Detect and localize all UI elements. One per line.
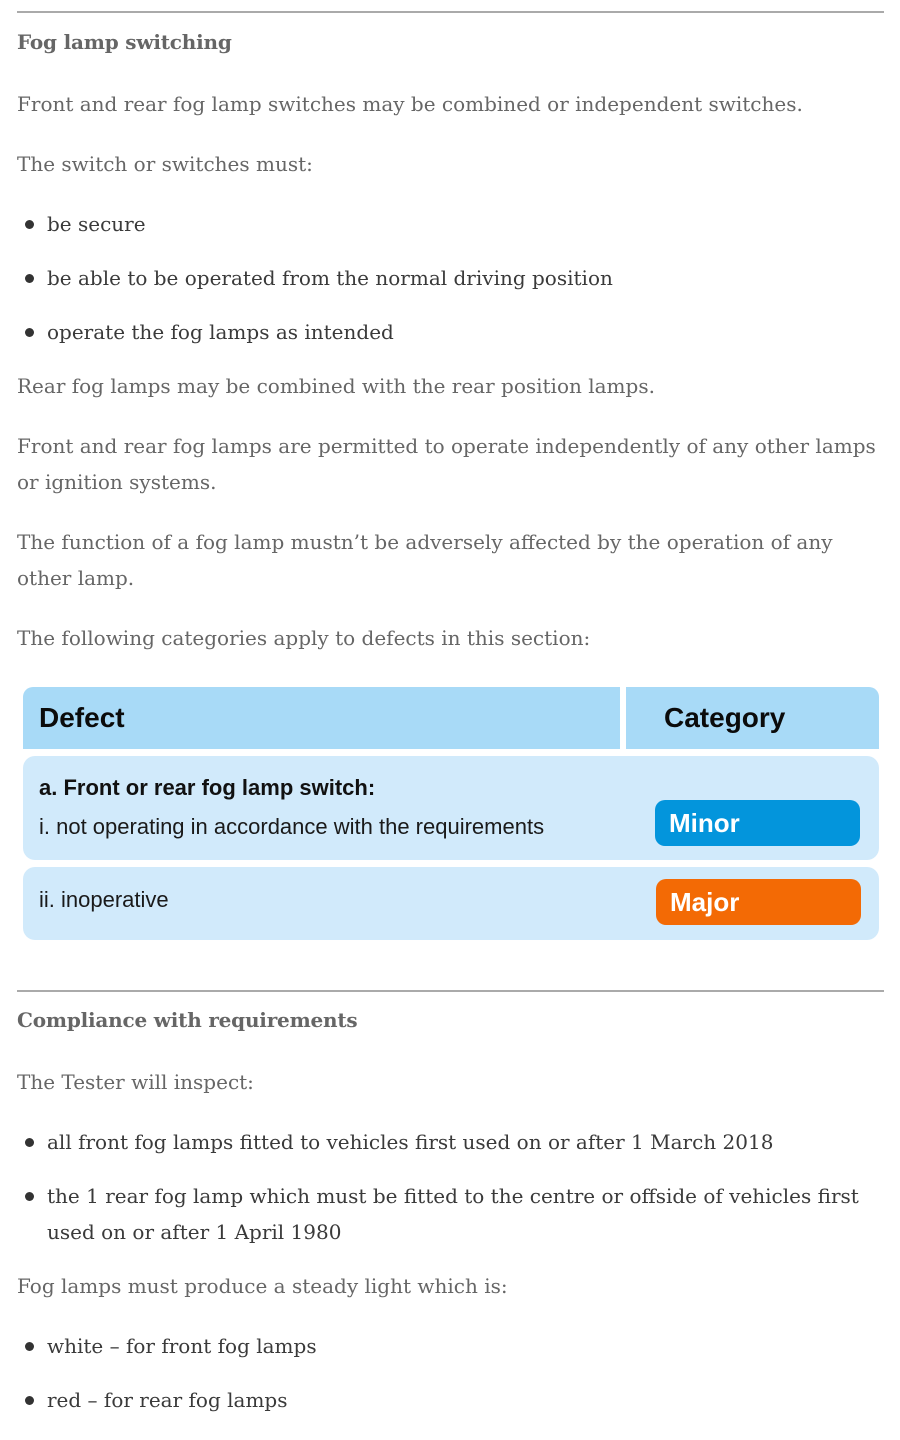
tester-lead-paragraph: The Tester will inspect: bbox=[17, 1070, 254, 1094]
defect-column-header: Defect bbox=[23, 687, 620, 749]
rear-fog-paragraph: Rear fog lamps may be combined with the rear position lamps. bbox=[17, 374, 655, 398]
table-row bbox=[23, 756, 879, 860]
intro-paragraph: Front and rear fog lamp switches may be combined or independent switches. bbox=[17, 92, 803, 116]
category-column-header: Category bbox=[626, 687, 879, 749]
section-heading: Fog lamp switching bbox=[17, 30, 232, 54]
section-divider bbox=[17, 990, 884, 992]
list-item: the 1 rear fog lamp which must be fitted to the centre or offside of vehicles first used on or after 1 April 1980 bbox=[17, 1178, 885, 1250]
table-header bbox=[23, 687, 879, 749]
list-item: be secure bbox=[17, 206, 885, 242]
list-item: all front fog lamps fitted to vehicles first used on or after 1 March 2018 bbox=[17, 1124, 885, 1160]
categories-paragraph: The following categories apply to defects in this section: bbox=[17, 626, 591, 650]
list-item: be able to be operated from the normal driving position bbox=[17, 260, 885, 296]
section-heading: Compliance with requirements bbox=[17, 1008, 358, 1032]
inspection-list bbox=[17, 1124, 885, 1250]
independent-operation-paragraph: Front and rear fog lamps are permitted to operate independently of any other lamps or ignition systems. bbox=[17, 434, 876, 494]
steady-light-paragraph: Fog lamps must produce a steady light which is: bbox=[17, 1274, 508, 1298]
light-colour-list bbox=[17, 1328, 885, 1418]
defect-description: ii. inoperative bbox=[39, 887, 169, 912]
function-paragraph: The function of a fog lamp mustn’t be adversely affected by the operation of any other lamp. bbox=[17, 530, 833, 590]
defect-description: i. not operating in accordance with the requirements bbox=[39, 814, 545, 839]
switch-requirements-list bbox=[17, 206, 885, 350]
list-item: operate the fog lamps as intended bbox=[17, 314, 885, 350]
table-row bbox=[23, 867, 879, 940]
switch-lead-paragraph: The switch or switches must: bbox=[17, 152, 313, 176]
list-item: white – for front fog lamps bbox=[17, 1328, 885, 1364]
list-item: red – for rear fog lamps bbox=[17, 1382, 885, 1418]
section-divider bbox=[17, 11, 884, 13]
defect-group-title: a. Front or rear fog lamp switch: bbox=[39, 775, 376, 800]
minor-category-badge: Minor bbox=[655, 800, 860, 846]
defects-table bbox=[23, 687, 879, 917]
major-category-badge: Major bbox=[656, 879, 861, 925]
